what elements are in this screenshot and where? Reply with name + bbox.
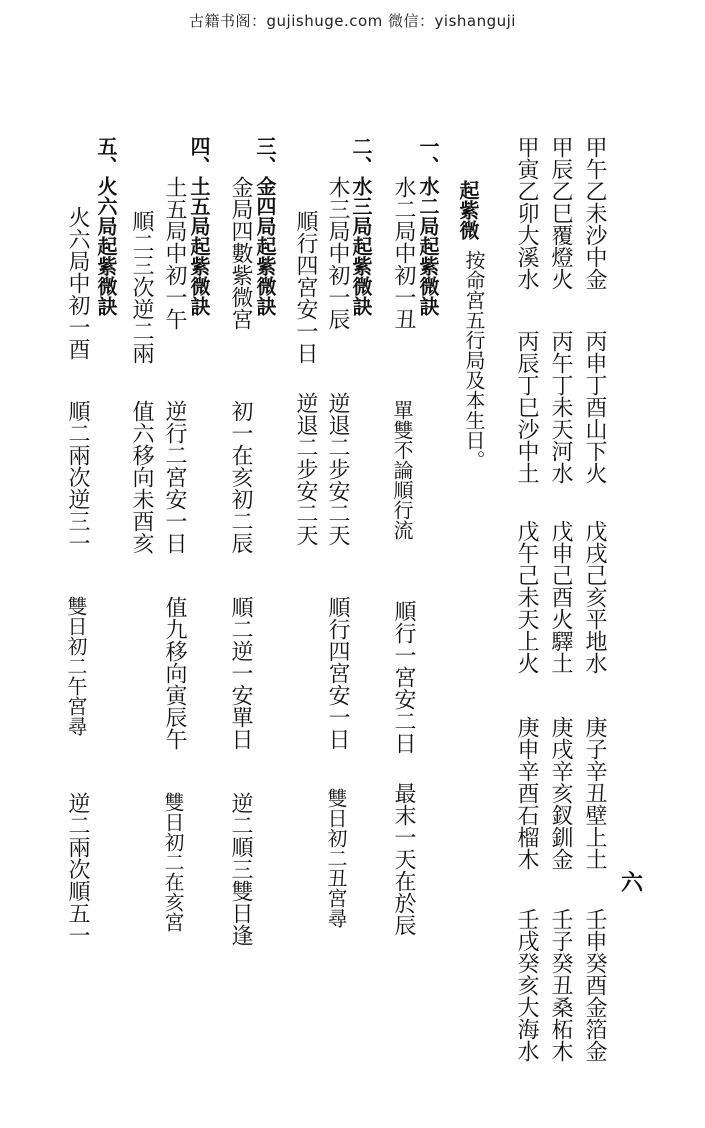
table-cell: 戊申己酉火驛土	[548, 520, 573, 674]
verse-line: 火六局中初一酉	[65, 206, 90, 360]
section-heading: 二、水三局起紫微訣	[349, 136, 373, 316]
verse-line: 順二兩次逆三一	[65, 400, 90, 554]
verse-line: 金局四數紫微宮	[228, 176, 253, 330]
verse-line: 雙日初二午宮尋	[64, 596, 88, 736]
table-cell: 戊午己未天上火	[514, 520, 539, 674]
page-number: 六	[621, 870, 644, 896]
verse-line: 雙日初二丑宮尋	[324, 788, 348, 928]
verse-line: 單雙不論順行流	[390, 400, 414, 540]
verse-line: 順行四宮安一日	[293, 210, 318, 364]
watermark: 古籍书阁：gujishuge.com 微信：yishanguji	[189, 12, 516, 30]
section-heading: 三、金四局起紫微訣	[253, 136, 277, 316]
section-heading: 四、土五局起紫微訣	[187, 136, 211, 316]
table-cell: 壬子癸丑桑柘木	[548, 908, 573, 1062]
table-cell: 庚子辛丑壁上土	[582, 716, 607, 870]
section-note: 按命宮五行局及本生日。	[462, 250, 486, 470]
verse-line: 順二逆一安單日	[228, 596, 253, 750]
table-cell: 壬戌癸亥大海水	[514, 908, 539, 1062]
table-cell: 甲午乙未沙中金	[582, 136, 607, 290]
verse-line: 順行一宮安二日	[391, 600, 416, 754]
verse-line: 順行四宮安一日	[325, 596, 350, 750]
verse-line: 值九移向寅辰午	[162, 596, 187, 750]
table-cell: 戊戌己亥平地水	[582, 520, 607, 674]
table-cell: 甲寅乙卯大溪水	[514, 136, 539, 290]
verse-line: 順二三次逆二兩	[129, 210, 154, 364]
section-title: 起紫微	[456, 180, 480, 240]
verse-line: 雙日初二在亥宮	[161, 792, 185, 932]
table-cell: 丙午丁未天河水	[548, 330, 573, 484]
verse-line: 最末一天在於辰	[391, 782, 416, 936]
table-cell: 壬申癸酉金箔金	[582, 908, 607, 1062]
verse-line: 水二局中初一丑	[391, 176, 416, 330]
verse-line: 逆退二步安二天	[325, 392, 350, 546]
section-heading: 一、水二局起紫微訣	[416, 136, 440, 316]
table-cell: 丙辰丁巳沙中土	[514, 330, 539, 484]
verse-line: 值六移向未酉亥	[129, 400, 154, 554]
verse-line: 逆二順三雙日逢	[228, 792, 253, 946]
verse-line: 木三局中初一辰	[325, 176, 350, 330]
verse-line: 初一在亥初二辰	[228, 400, 253, 554]
table-cell: 庚申辛酉石榴木	[514, 716, 539, 870]
section-heading: 五、火六局起紫微訣	[94, 136, 118, 316]
table-cell: 庚戌辛亥釵釧金	[548, 716, 573, 870]
verse-line: 逆行二宮安一日	[162, 400, 187, 554]
verse-line: 逆二兩次順五一	[65, 792, 90, 946]
verse-line: 逆退二步安二天	[293, 392, 318, 546]
table-cell: 甲辰乙巳覆燈火	[548, 136, 573, 290]
verse-line: 土五局中初一午	[162, 176, 187, 330]
table-cell: 丙申丁酉山下火	[582, 330, 607, 484]
